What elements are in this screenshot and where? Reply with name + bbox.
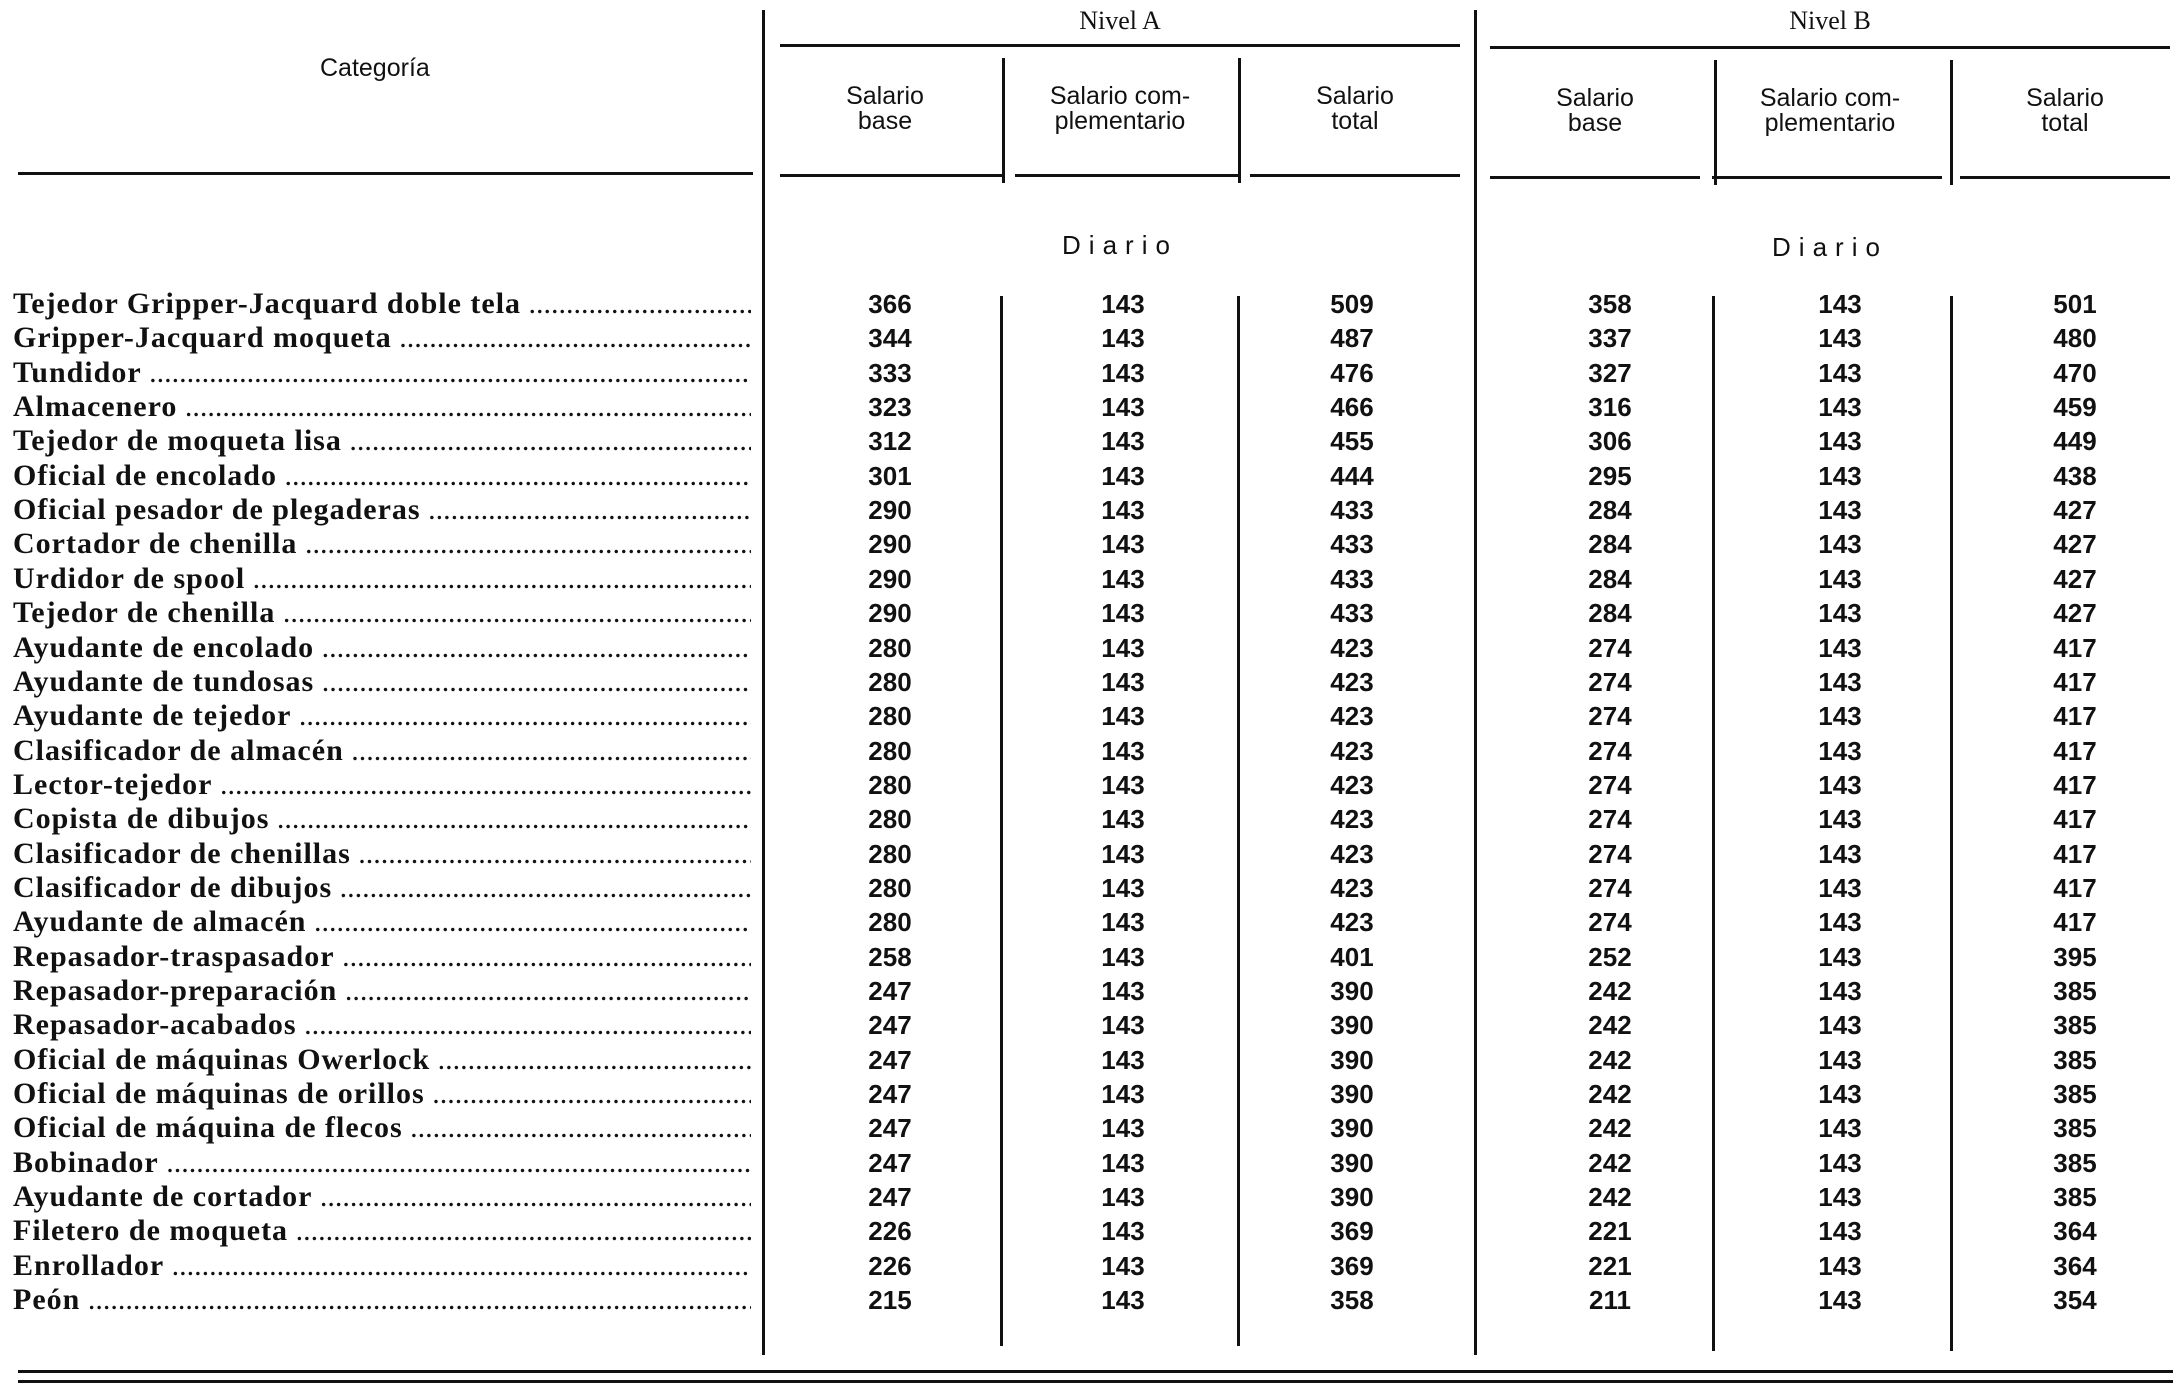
category-cell: Copista de dibujos ..... [13, 802, 751, 836]
level-a-complement-cell: 143 [1101, 907, 1145, 938]
table-row [0, 665, 2173, 699]
level-a-complement-cell: 143 [1101, 426, 1145, 457]
level-a-base-cell: 290 [868, 598, 912, 629]
level-b-base-cell: 337 [1588, 323, 1632, 354]
level-b-complement-cell: 143 [1818, 1216, 1862, 1247]
level-a-complement-cell: 143 [1101, 735, 1145, 766]
level-b-header: Nivel B [1789, 6, 1871, 35]
category-cell: Ayudante de encolado ..... [13, 631, 751, 665]
level-a-top-rule [780, 44, 1460, 47]
level-a-base-cell: 247 [868, 1044, 912, 1075]
level-a-total-cell: 455 [1330, 426, 1374, 457]
b-col-divider-2-header [1950, 60, 1953, 185]
level-b-base-cell: 242 [1588, 1044, 1632, 1075]
level-b-complement-cell: 143 [1818, 392, 1862, 423]
level-b-total-cell: 385 [2053, 976, 2097, 1006]
level-b-total-cell: 449 [2053, 426, 2097, 457]
level-a-complement-header: Salario com- plementario [1049, 82, 1191, 135]
level-a-base-cell: 290 [868, 495, 912, 526]
level-b-base-cell: 221 [1588, 1250, 1632, 1281]
level-a-complement-cell: 143 [1101, 976, 1145, 1006]
level-b-total-cell: 385 [2053, 1010, 2097, 1041]
level-a-base-cell: 280 [868, 838, 912, 869]
level-a-complement-cell: 143 [1101, 666, 1145, 697]
level-b-total-cell: 417 [2053, 735, 2097, 766]
table-row [0, 974, 2173, 1008]
table-row [0, 802, 2173, 836]
table-row [0, 1180, 2173, 1214]
level-a-complement-cell: 143 [1101, 632, 1145, 663]
level-b-complement-cell: 143 [1818, 838, 1862, 869]
level-b-complement-cell: 143 [1818, 907, 1862, 938]
a-col-divider-2-header [1238, 58, 1241, 183]
level-a-complement-cell: 143 [1101, 1216, 1145, 1247]
level-a-total-cell: 358 [1330, 1285, 1374, 1316]
level-b-total-cell: 417 [2053, 632, 2097, 663]
level-a-complement-cell: 143 [1101, 1113, 1145, 1144]
level-b-total-cell: 364 [2053, 1250, 2097, 1281]
category-cell: Repasador-traspasador ..... [13, 940, 751, 974]
level-b-header-rule-1 [1490, 176, 1700, 179]
level-b-complement-cell: 143 [1818, 357, 1862, 388]
level-a-base-cell: 226 [868, 1216, 912, 1247]
level-a-total-cell: 390 [1330, 1044, 1374, 1075]
level-a-total-cell: 433 [1330, 529, 1374, 560]
level-a-total-cell: 433 [1330, 598, 1374, 629]
level-a-base-cell: 301 [868, 460, 912, 491]
level-b-total-cell: 364 [2053, 1216, 2097, 1247]
category-cell: Tundidor ..... [13, 356, 751, 390]
level-a-base-cell: 312 [868, 426, 912, 457]
category-cell: Cortador de chenilla ..... [13, 527, 751, 561]
level-a-complement-cell: 143 [1101, 941, 1145, 972]
level-b-complement-cell: 143 [1818, 976, 1862, 1006]
level-a-total-cell: 390 [1330, 1079, 1374, 1110]
level-a-base-cell: 290 [868, 563, 912, 594]
level-b-base-cell: 274 [1588, 666, 1632, 697]
level-b-complement-cell: 143 [1818, 598, 1862, 629]
level-a-complement-cell: 143 [1101, 1010, 1145, 1041]
level-b-total-cell: 354 [2053, 1285, 2097, 1316]
level-b-base-cell: 221 [1588, 1216, 1632, 1247]
level-a-total-cell: 444 [1330, 460, 1374, 491]
level-a-base-cell: 247 [868, 1113, 912, 1144]
level-a-base-cell: 280 [868, 666, 912, 697]
level-a-complement-cell: 143 [1101, 769, 1145, 800]
level-a-complement-cell: 143 [1101, 392, 1145, 423]
level-b-total-cell: 459 [2053, 392, 2097, 423]
b-col-divider-1-header [1714, 60, 1717, 185]
level-b-base-cell: 284 [1588, 495, 1632, 526]
level-b-base-cell: 274 [1588, 804, 1632, 835]
level-a-total-header: Salario total [1316, 82, 1394, 135]
level-a-base-cell: 280 [868, 769, 912, 800]
level-a-base-cell: 333 [868, 357, 912, 388]
level-a-header-rule-3 [1250, 174, 1460, 177]
category-cell: Peón ..... [13, 1283, 751, 1317]
category-cell: Oficial de máquinas Owerlock ..... [13, 1043, 751, 1077]
level-b-total-cell: 417 [2053, 907, 2097, 938]
category-cell: Clasificador de dibujos ..... [13, 871, 751, 905]
level-a-base-cell: 366 [868, 289, 912, 319]
level-b-total-cell: 385 [2053, 1113, 2097, 1144]
level-b-base-cell: 242 [1588, 976, 1632, 1006]
category-cell: Oficial de máquinas de orillos ..... [13, 1077, 751, 1111]
level-a-period: Diario [1062, 230, 1178, 260]
table-row [0, 459, 2173, 493]
level-a-total-cell: 423 [1330, 838, 1374, 869]
level-a-total-cell: 390 [1330, 1147, 1374, 1178]
level-a-complement-cell: 143 [1101, 563, 1145, 594]
level-a-complement-cell: 143 [1101, 804, 1145, 835]
level-a-base-cell: 290 [868, 529, 912, 560]
level-b-complement-cell: 143 [1818, 632, 1862, 663]
level-a-total-cell: 423 [1330, 872, 1374, 903]
level-b-complement-cell: 143 [1818, 1079, 1862, 1110]
table-row [0, 424, 2173, 458]
level-b-complement-cell: 143 [1818, 735, 1862, 766]
category-cell: Oficial de encolado ..... [13, 459, 751, 493]
level-b-complement-cell: 143 [1818, 563, 1862, 594]
level-a-base-cell: 258 [868, 941, 912, 972]
level-b-total-cell: 427 [2053, 598, 2097, 629]
level-b-base-cell: 252 [1588, 941, 1632, 972]
level-b-total-cell: 417 [2053, 769, 2097, 800]
level-b-base-cell: 274 [1588, 907, 1632, 938]
table-row [0, 390, 2173, 424]
level-b-complement-cell: 143 [1818, 323, 1862, 354]
level-b-complement-cell: 143 [1818, 1147, 1862, 1178]
category-cell: Repasador-acabados ..... [13, 1008, 751, 1042]
level-a-total-cell: 509 [1330, 289, 1374, 319]
category-cell: Lector-tejedor ..... [13, 768, 751, 802]
level-b-complement-cell: 143 [1818, 941, 1862, 972]
level-a-total-cell: 401 [1330, 941, 1374, 972]
level-b-base-cell: 284 [1588, 563, 1632, 594]
table-row [0, 527, 2173, 561]
level-a-base-cell: 247 [868, 1010, 912, 1041]
table-row [0, 1249, 2173, 1283]
level-b-total-cell: 417 [2053, 666, 2097, 697]
a-col-divider-1-header [1002, 58, 1005, 183]
category-cell: Ayudante de tundosas ..... [13, 665, 751, 699]
level-a-base-cell: 323 [868, 392, 912, 423]
level-a-complement-cell: 143 [1101, 529, 1145, 560]
table-row [0, 734, 2173, 768]
level-b-complement-cell: 143 [1818, 804, 1862, 835]
level-b-base-cell: 242 [1588, 1079, 1632, 1110]
table-row [0, 768, 2173, 802]
level-b-base-cell: 274 [1588, 872, 1632, 903]
level-b-complement-cell: 143 [1818, 666, 1862, 697]
level-b-total-cell: 395 [2053, 941, 2097, 972]
table-row [0, 1077, 2173, 1111]
level-a-total-cell: 433 [1330, 563, 1374, 594]
level-a-base-cell: 280 [868, 907, 912, 938]
table-row [0, 562, 2173, 596]
level-b-total-cell: 417 [2053, 701, 2097, 732]
level-b-base-cell: 242 [1588, 1113, 1632, 1144]
level-a-base-cell: 226 [868, 1250, 912, 1281]
level-a-total-cell: 423 [1330, 769, 1374, 800]
category-cell: Enrollador ..... [13, 1249, 751, 1283]
level-b-base-cell: 242 [1588, 1010, 1632, 1041]
level-b-total-cell: 470 [2053, 357, 2097, 388]
table-row [0, 356, 2173, 390]
table-row [0, 699, 2173, 733]
category-cell: Gripper-Jacquard moqueta ..... [13, 321, 751, 355]
level-b-total-cell: 427 [2053, 495, 2097, 526]
level-a-total-cell: 423 [1330, 666, 1374, 697]
category-cell: Bobinador ..... [13, 1146, 751, 1180]
level-a-complement-cell: 143 [1101, 701, 1145, 732]
level-a-base-header: Salario base [846, 82, 924, 135]
level-a-total-cell: 423 [1330, 907, 1374, 938]
level-b-base-cell: 327 [1588, 357, 1632, 388]
level-b-complement-cell: 143 [1818, 1285, 1862, 1316]
level-b-base-cell: 242 [1588, 1182, 1632, 1213]
level-b-base-cell: 306 [1588, 426, 1632, 457]
level-b-base-cell: 358 [1588, 289, 1632, 319]
category-cell: Ayudante de tejedor ..... [13, 699, 751, 733]
bottom-double-rule-2 [18, 1380, 2173, 1383]
level-a-header-rule-1 [780, 174, 1005, 177]
category-cell: Urdidor de spool ..... [13, 562, 751, 596]
level-b-complement-cell: 143 [1818, 1113, 1862, 1144]
level-b-header-rule-3 [1960, 176, 2170, 179]
category-cell: Oficial de máquina de flecos ..... [13, 1111, 751, 1145]
level-b-base-cell: 211 [1589, 1285, 1631, 1316]
level-a-total-cell: 423 [1330, 632, 1374, 663]
level-b-base-cell: 274 [1588, 838, 1632, 869]
level-b-total-cell: 385 [2053, 1182, 2097, 1213]
table-row [0, 905, 2173, 939]
level-a-complement-cell: 143 [1101, 1285, 1145, 1316]
level-b-base-cell: 274 [1588, 632, 1632, 663]
level-b-total-cell: 438 [2053, 460, 2097, 491]
level-a-complement-cell: 143 [1101, 1250, 1145, 1281]
level-b-base-cell: 284 [1588, 529, 1632, 560]
table-row [0, 596, 2173, 630]
category-cell: Tejedor de moqueta lisa ..... [13, 424, 751, 458]
table-row [0, 837, 2173, 871]
level-b-complement-cell: 143 [1818, 426, 1862, 457]
level-b-top-rule [1490, 46, 2170, 49]
level-a-complement-cell: 143 [1101, 872, 1145, 903]
level-a-complement-cell: 143 [1101, 460, 1145, 491]
level-a-complement-cell: 143 [1101, 598, 1145, 629]
level-b-complement-cell: 143 [1818, 460, 1862, 491]
level-b-base-cell: 242 [1588, 1147, 1632, 1178]
level-b-complement-cell: 143 [1818, 769, 1862, 800]
level-a-total-cell: 369 [1330, 1216, 1374, 1247]
level-b-base-cell: 274 [1588, 701, 1632, 732]
level-b-total-cell: 417 [2053, 838, 2097, 869]
level-b-base-cell: 274 [1588, 735, 1632, 766]
category-header: Categoría [320, 54, 430, 82]
level-b-complement-cell: 143 [1818, 1044, 1862, 1075]
level-a-base-cell: 247 [868, 1147, 912, 1178]
level-a-total-cell: 466 [1330, 392, 1374, 423]
level-b-complement-cell: 143 [1818, 872, 1862, 903]
level-b-base-header: Salario base [1556, 84, 1634, 137]
level-b-complement-cell: 143 [1818, 1182, 1862, 1213]
level-a-complement-cell: 143 [1101, 495, 1145, 526]
level-a-complement-cell: 143 [1101, 1182, 1145, 1213]
level-b-base-cell: 274 [1588, 769, 1632, 800]
level-a-total-cell: 390 [1330, 1182, 1374, 1213]
level-b-total-cell: 480 [2053, 323, 2097, 354]
category-cell: Repasador-preparación ..... [13, 974, 751, 1008]
table-row [0, 321, 2173, 355]
level-b-base-cell: 284 [1588, 598, 1632, 629]
level-b-base-cell: 316 [1588, 392, 1632, 423]
category-cell: Clasificador de almacén ..... [13, 734, 751, 768]
level-a-total-cell: 423 [1330, 804, 1374, 835]
level-b-total-cell: 417 [2053, 804, 2097, 835]
category-cell: Ayudante de cortador ..... [13, 1180, 751, 1214]
level-b-complement-cell: 143 [1818, 289, 1862, 319]
category-header-rule [18, 172, 753, 175]
category-cell: Oficial pesador de plegaderas ..... [13, 493, 751, 527]
level-a-base-cell: 247 [868, 1079, 912, 1110]
level-a-base-cell: 280 [868, 701, 912, 732]
level-b-base-cell: 295 [1588, 460, 1632, 491]
level-a-base-cell: 247 [868, 1182, 912, 1213]
category-cell: Almacenero ..... [13, 390, 751, 424]
level-a-total-cell: 476 [1330, 357, 1374, 388]
level-a-base-cell: 280 [868, 872, 912, 903]
level-a-total-cell: 390 [1330, 1113, 1374, 1144]
level-b-total-cell: 501 [2053, 289, 2097, 319]
level-a-complement-cell: 143 [1101, 289, 1145, 319]
level-b-total-cell: 385 [2053, 1044, 2097, 1075]
level-a-total-cell: 390 [1330, 976, 1374, 1006]
table-row [0, 631, 2173, 665]
category-cell: Filetero de moqueta ..... [13, 1214, 751, 1248]
level-a-base-cell: 215 [868, 1285, 912, 1316]
table-row [0, 493, 2173, 527]
table-row [0, 1214, 2173, 1248]
category-cell: Tejedor Gripper-Jacquard doble tela ..... [13, 287, 751, 321]
level-b-complement-cell: 143 [1818, 495, 1862, 526]
level-a-total-cell: 423 [1330, 701, 1374, 732]
level-b-total-cell: 385 [2053, 1079, 2097, 1110]
level-a-header: Nivel A [1079, 6, 1161, 35]
table-row [0, 287, 2173, 321]
level-b-total-cell: 417 [2053, 872, 2097, 903]
table-row [0, 1043, 2173, 1077]
level-a-complement-cell: 143 [1101, 357, 1145, 388]
category-cell: Ayudante de almacén ..... [13, 905, 751, 939]
level-b-complement-cell: 143 [1818, 1250, 1862, 1281]
level-a-base-cell: 247 [868, 976, 912, 1006]
level-b-complement-cell: 143 [1818, 1010, 1862, 1041]
level-a-base-cell: 280 [868, 804, 912, 835]
level-b-total-cell: 385 [2053, 1147, 2097, 1178]
level-a-base-cell: 344 [868, 323, 912, 354]
level-a-complement-cell: 143 [1101, 1079, 1145, 1110]
level-a-complement-cell: 143 [1101, 838, 1145, 869]
table-row [0, 1111, 2173, 1145]
level-b-total-cell: 427 [2053, 563, 2097, 594]
level-a-total-cell: 423 [1330, 735, 1374, 766]
category-cell: Tejedor de chenilla ..... [13, 596, 751, 630]
level-b-total-header: Salario total [2026, 84, 2104, 137]
level-a-base-cell: 280 [868, 735, 912, 766]
level-b-header-rule-2 [1712, 176, 1942, 179]
category-cell: Clasificador de chenillas ..... [13, 837, 751, 871]
level-a-complement-cell: 143 [1101, 1147, 1145, 1178]
level-b-period: Diario [1772, 232, 1888, 262]
level-a-total-cell: 369 [1330, 1250, 1374, 1281]
level-a-total-cell: 433 [1330, 495, 1374, 526]
level-a-base-cell: 280 [868, 632, 912, 663]
level-b-total-cell: 427 [2053, 529, 2097, 560]
level-a-total-cell: 487 [1330, 323, 1374, 354]
table-row [0, 1008, 2173, 1042]
level-b-complement-header: Salario com- plementario [1759, 84, 1901, 137]
table-row [0, 871, 2173, 905]
level-a-header-rule-2 [1015, 174, 1240, 177]
level-a-complement-cell: 143 [1101, 1044, 1145, 1075]
table-row [0, 940, 2173, 974]
level-a-complement-cell: 143 [1101, 323, 1145, 354]
level-a-total-cell: 390 [1330, 1010, 1374, 1041]
table-row [0, 1283, 2173, 1317]
level-b-complement-cell: 143 [1818, 529, 1862, 560]
bottom-double-rule-1 [18, 1370, 2173, 1373]
level-b-complement-cell: 143 [1818, 701, 1862, 732]
table-row [0, 1146, 2173, 1180]
